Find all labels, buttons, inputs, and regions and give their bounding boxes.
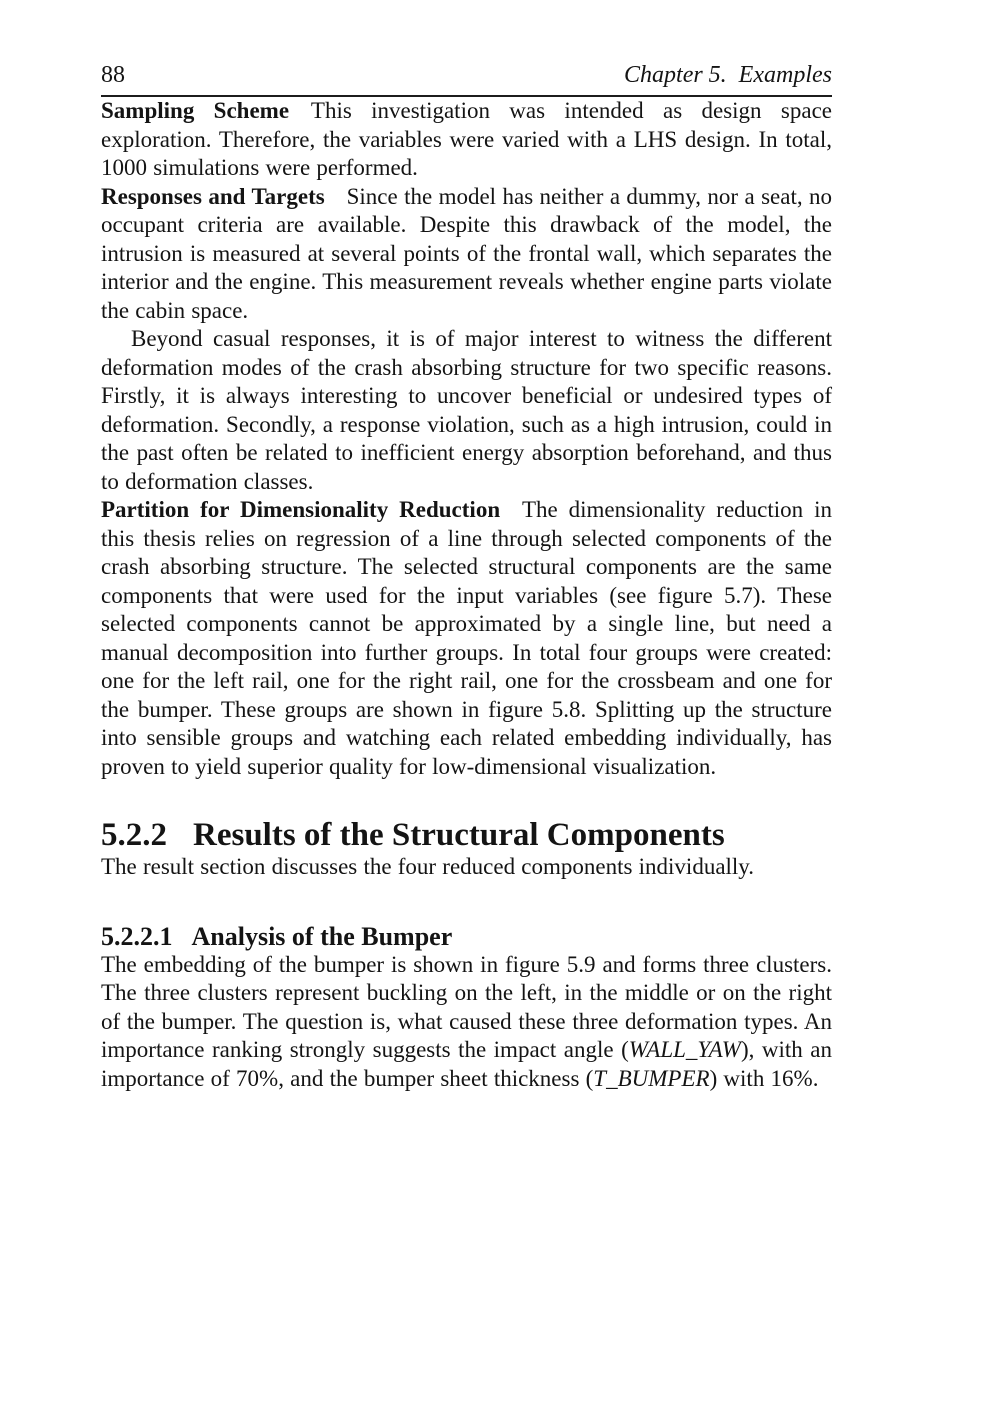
paragraph-text: Beyond casual responses, it is of major interest to witness the different deformation modes of the crash absorbing structure for two specific reasons. Firstly, it is always interesting to uncover beneficial or undesired types of deformation. Secondly, a response violation, such as a high intrusion, could in the past often be related to inefficient energy absorption beforehand, and thus to deformation classes.: [101, 326, 832, 494]
paragraph-text: The result section discusses the four reduced components individually.: [101, 854, 755, 879]
subsection-title: Analysis of the Bumper: [191, 921, 453, 951]
paragraph-section-intro: [101, 853, 832, 882]
subsection-number: 5.2.2.1: [101, 921, 173, 951]
running-chapter-title: Chapter 5. Examples: [624, 62, 832, 88]
variable-name-wall-yaw: WALL_YAW: [628, 1037, 741, 1062]
section-number: 5.2.2: [101, 817, 167, 853]
paragraph-bumper-analysis: [101, 951, 832, 1094]
paragraph-text: ), with an importance of 70%, and the bumper sheet thickness (: [101, 1037, 832, 1091]
paragraph-text: The dimensionality reduction in this thesis relies on regression of a line through selected components of the crash absorbing structure. The selected structural components are the same components that were used for the input variables (see figure 5.7). These selected components cannot be approximated by a single line, but need a manual decomposition into further groups. In total four groups were created: one for the left rail, one for the right rail, one for the crossbeam and one for the bumper. These groups are shown in figure 5.8. Splitting up the structure into sensible groups and watching each related embedding individually, has proven to yield superior quality for low-dimensional visualization.: [101, 497, 832, 779]
thesis-page: [101, 0, 832, 1093]
run-in-heading-responses-targets: Responses and Targets: [101, 183, 325, 209]
paragraph-beyond-casual: [101, 325, 832, 496]
section-title: Results of the Structural Components: [193, 817, 725, 853]
section-heading: [101, 817, 832, 853]
run-in-heading-sampling-scheme: Sampling Scheme: [101, 98, 290, 123]
run-in-heading-partition: Partition for Dimensionality Reduction: [101, 497, 501, 522]
paragraph-text: Since the model has neither a dummy, nor a seat, no occupant criteria are available. Despite this drawback of the model, the intrusion is measured at several points of the frontal wall, which separates the interior and the engine. This measurement reveals whether engine parts violate the cabin space.: [101, 183, 832, 323]
paragraph-text: This investigation was intended as design space exploration. Therefore, the variables were varied with a LHS design. In total, 1000 simulations were performed.: [101, 98, 832, 180]
paragraph-text: The embedding of the bumper is shown in figure 5.9 and forms three clusters. The three clusters represent buckling on the left, in the middle or on the right of the bumper. The question is, what caused these three deformation types. An importance ranking strongly suggests the impact angle (: [101, 951, 832, 1062]
page-number: 88: [101, 62, 125, 88]
paragraph-partition: [101, 496, 832, 781]
subsection-heading: [101, 922, 832, 951]
paragraph-text: ) with 16%.: [709, 1065, 819, 1091]
variable-name-t-bumper: T_BUMPER: [593, 1065, 710, 1091]
paragraph-responses-targets: [101, 183, 832, 326]
paragraph-sampling-scheme: [101, 97, 832, 183]
running-header: [101, 62, 832, 97]
